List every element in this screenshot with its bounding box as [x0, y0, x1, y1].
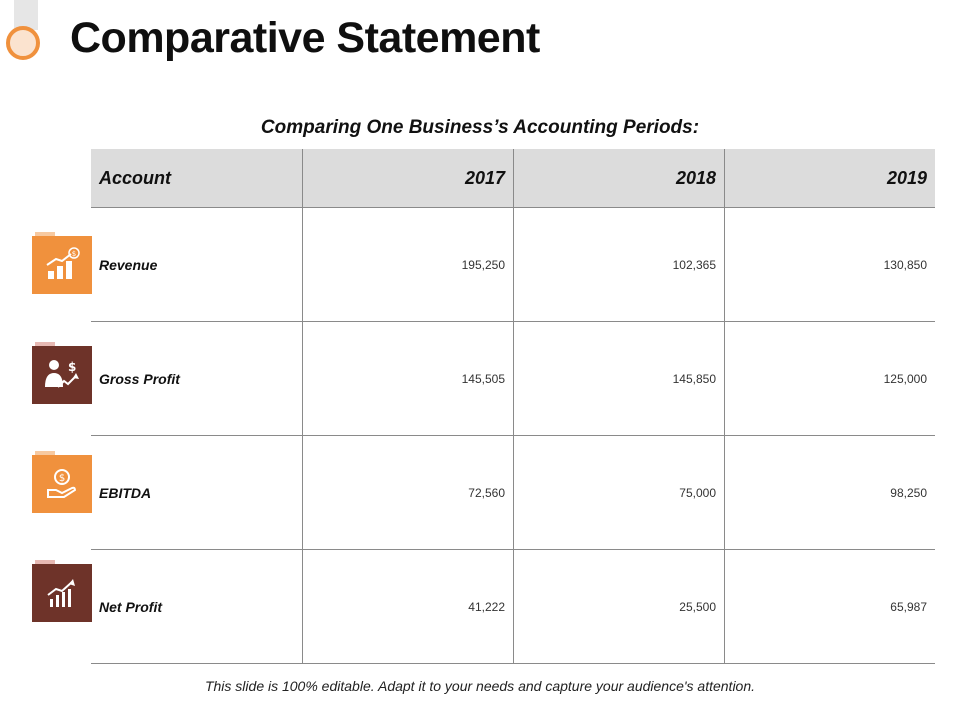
- table-row: [91, 322, 935, 436]
- cell-value: 125,000: [724, 322, 935, 435]
- cell-value: 41,222: [302, 550, 513, 663]
- footer-note: This slide is 100% editable. Adapt it to your needs and capture your audience's attention.: [204, 678, 756, 694]
- decorative-circle: [6, 26, 40, 60]
- table-subtitle: Comparing One Business’s Accounting Periods:: [260, 117, 700, 138]
- hand-coin-icon: [32, 451, 94, 513]
- revenue-chart-icon: [32, 232, 94, 294]
- cell-value: 65,987: [724, 550, 935, 663]
- cell-value: 98,250: [724, 436, 935, 549]
- cell-value: 25,500: [513, 550, 724, 663]
- header-2018: 2018: [513, 149, 724, 207]
- header-2019: 2019: [724, 149, 935, 207]
- table-row: [91, 436, 935, 550]
- header-account: Account: [99, 167, 171, 188]
- growth-chart-icon: [32, 560, 94, 622]
- row-label: EBITDA: [99, 484, 152, 501]
- cell-value: 195,250: [302, 208, 513, 321]
- cell-value: 130,850: [724, 208, 935, 321]
- table-header-row: [91, 149, 935, 208]
- businessman-dollar-icon: [32, 342, 94, 404]
- table-row: [91, 550, 935, 664]
- page-title: Comparative Statement: [70, 14, 540, 62]
- svg-text:$: $: [68, 360, 77, 374]
- table-row: [91, 208, 935, 322]
- cell-value: 72,560: [302, 436, 513, 549]
- cell-value: 75,000: [513, 436, 724, 549]
- row-label: Net Profit: [99, 598, 162, 615]
- cell-value: 145,505: [302, 322, 513, 435]
- svg-text:$: $: [71, 250, 77, 258]
- cell-value: 102,365: [513, 208, 724, 321]
- svg-text:$: $: [58, 473, 66, 484]
- cell-value: 145,850: [513, 322, 724, 435]
- row-label: Revenue: [99, 256, 158, 273]
- comparison-table: [91, 149, 935, 664]
- header-2017: 2017: [302, 149, 513, 207]
- row-label: Gross Profit: [99, 370, 180, 387]
